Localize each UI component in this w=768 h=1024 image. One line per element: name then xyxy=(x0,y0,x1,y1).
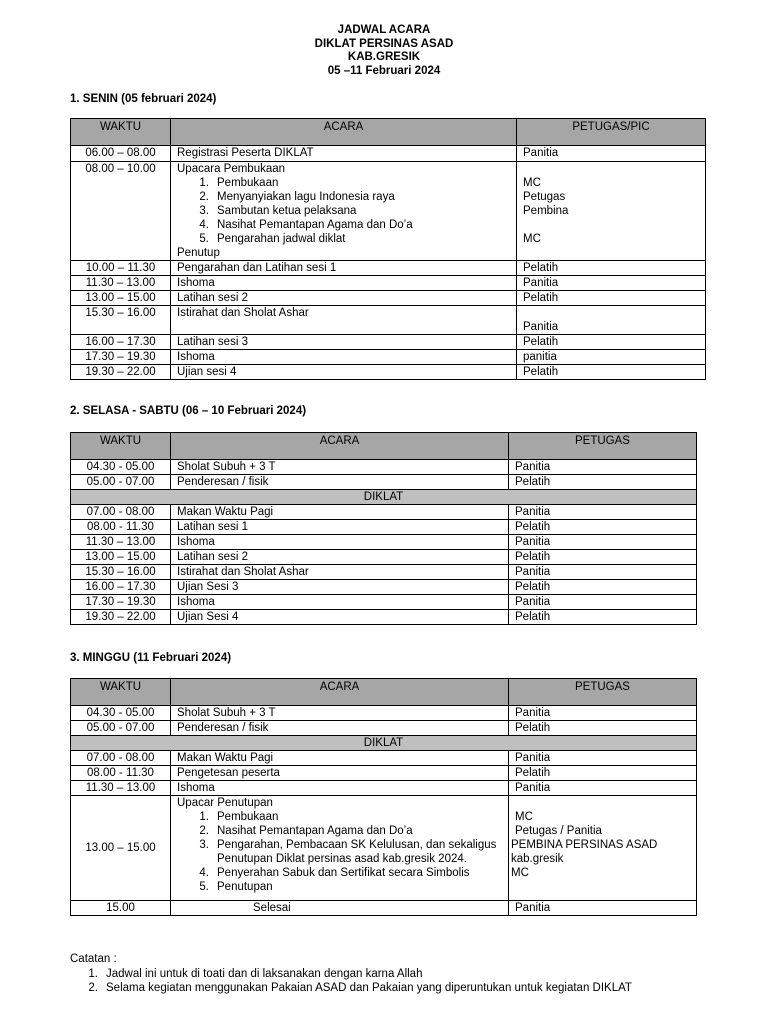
pic-cell: Pelatih xyxy=(517,335,706,350)
table-row xyxy=(71,610,697,625)
pic-cell: Panitia xyxy=(517,146,706,162)
col-header-petugas: PETUGAS xyxy=(509,433,697,460)
col-header-acara: ACARA xyxy=(171,679,509,706)
pic-cell: Pelatih xyxy=(509,610,697,625)
table-row xyxy=(71,475,697,490)
col-header-waktu: WAKTU xyxy=(71,433,171,460)
event-cell: Ishoma xyxy=(171,595,509,610)
table-row xyxy=(71,146,706,162)
pic-cell: Panitia xyxy=(509,781,697,796)
time-cell: 10.00 – 11.30 xyxy=(71,261,171,276)
table-row xyxy=(71,721,697,736)
notes-list xyxy=(70,967,730,996)
pic-cell: Pelatih xyxy=(517,291,706,306)
event-cell: Ujian Sesi 3 xyxy=(171,580,509,595)
event-title: Upacara Pembukaan xyxy=(177,163,286,175)
event-cell: Ishoma xyxy=(171,535,509,550)
section-2-heading: 2. SELASA - SABTU (06 – 10 Februari 2024) xyxy=(70,405,307,417)
time-cell: 17.30 – 19.30 xyxy=(71,595,171,610)
time-cell: 11.30 – 13.00 xyxy=(71,781,171,796)
pic-line: MC xyxy=(523,233,541,245)
pic-line: MC xyxy=(511,867,529,879)
band-row xyxy=(71,736,697,751)
pic-cell xyxy=(517,162,706,261)
pic-line: MC xyxy=(515,811,533,823)
table-header-row xyxy=(71,679,697,706)
title-line-3: KAB.GRESIK xyxy=(347,51,421,63)
diklat-band: DIKLAT xyxy=(71,736,697,751)
event-cell: Latihan sesi 2 xyxy=(171,550,509,565)
event-cell: Penderesan / fisik xyxy=(171,475,509,490)
time-cell: 15.30 – 16.00 xyxy=(71,565,171,580)
pic-cell: Panitia xyxy=(509,751,697,766)
event-cell: Ujian sesi 4 xyxy=(171,365,517,380)
pic-line: Petugas xyxy=(523,191,566,203)
pic-cell: Panitia xyxy=(509,535,697,550)
time-cell: 06.00 – 08.00 xyxy=(71,146,171,162)
time-cell: 13.00 – 15.00 xyxy=(71,796,171,901)
list-item: 4. Penyerahan Sabuk dan Sertifikat secara Simbolis xyxy=(199,867,470,879)
notes-label: Catatan : xyxy=(70,953,117,965)
pic-cell: Panitia xyxy=(509,706,697,721)
list-item: 5. Penutupan xyxy=(199,881,273,893)
list-item: 3. Sambutan ketua pelaksana xyxy=(199,205,357,217)
table-row xyxy=(71,365,706,380)
table-row xyxy=(71,162,706,261)
time-cell: 05.00 - 07.00 xyxy=(71,475,171,490)
pic-cell: Pelatih xyxy=(509,475,697,490)
event-cell: Selesai xyxy=(171,901,509,916)
event-cell: Pengetesan peserta xyxy=(171,766,509,781)
time-cell: 16.00 – 17.30 xyxy=(71,580,171,595)
closing-list xyxy=(177,810,502,894)
list-item: 2. Nasihat Pemantapan Agama dan Do’a xyxy=(199,825,413,837)
table-row xyxy=(71,291,706,306)
pic-line: kab.gresik xyxy=(511,853,564,865)
pic-cell: Pelatih xyxy=(509,550,697,565)
event-cell: Penderesan / fisik xyxy=(171,721,509,736)
time-cell: 15.00 xyxy=(71,901,171,916)
event-title: Upacar Penutupan xyxy=(177,797,273,809)
time-cell: 04.30 - 05.00 xyxy=(71,460,171,475)
list-item: 4. Nasihat Pemantapan Agama dan Do’a xyxy=(199,219,413,231)
event-cell: Ishoma xyxy=(171,781,509,796)
table-row xyxy=(71,565,697,580)
list-item: 1. Jadwal ini untuk di toati dan di laksanakan dengan karna Allah xyxy=(88,967,423,980)
pic-cell: Panitia xyxy=(509,505,697,520)
table-row xyxy=(71,335,706,350)
col-header-waktu: WAKTU xyxy=(71,119,171,146)
event-cell: Ishoma xyxy=(171,350,517,365)
table-row xyxy=(71,766,697,781)
table-row xyxy=(71,535,697,550)
event-cell: Sholat Subuh + 3 T xyxy=(171,460,509,475)
table-row xyxy=(71,505,697,520)
event-cell: Latihan sesi 3 xyxy=(171,335,517,350)
table-row xyxy=(71,261,706,276)
time-cell: 13.00 – 15.00 xyxy=(71,291,171,306)
pic-cell: Pelatih xyxy=(509,580,697,595)
col-header-petugas: PETUGAS xyxy=(509,679,697,706)
document-title xyxy=(0,24,768,78)
time-cell: 16.00 – 17.30 xyxy=(71,335,171,350)
section-3-table xyxy=(70,678,697,916)
list-item: 3. Pengarahan, Pembacaan SK Kelulusan, dan sekaligus Penutupan Diklat persinas asad kab.gresik 2024. xyxy=(199,839,497,865)
col-header-waktu: WAKTU xyxy=(71,679,171,706)
table-row xyxy=(71,781,697,796)
pic-cell: Pelatih xyxy=(509,721,697,736)
table-row xyxy=(71,550,697,565)
ceremony-list xyxy=(177,176,510,246)
table-row xyxy=(71,460,697,475)
table-row xyxy=(71,580,697,595)
event-cell: Latihan sesi 2 xyxy=(171,291,517,306)
pic-line: PEMBINA PERSINAS ASAD xyxy=(511,839,658,851)
pic-cell: panitia xyxy=(517,350,706,365)
pic-line: Petugas / Panitia xyxy=(515,825,602,837)
table-row xyxy=(71,350,706,365)
section-2-table xyxy=(70,432,697,625)
section-1-heading: 1. SENIN (05 februari 2024) xyxy=(70,93,217,105)
time-cell: 19.30 – 22.00 xyxy=(71,610,171,625)
pic-cell: Panitia xyxy=(509,460,697,475)
table-row xyxy=(71,796,697,901)
time-cell: 08.00 – 10.00 xyxy=(71,162,171,261)
pic-line xyxy=(523,218,699,232)
list-item: 5. Pengarahan jadwal diklat xyxy=(199,233,346,245)
time-cell: 07.00 - 08.00 xyxy=(71,751,171,766)
pic-cell: Pelatih xyxy=(517,365,706,380)
col-header-acara: ACARA xyxy=(171,433,509,460)
pic-cell: Pelatih xyxy=(509,766,697,781)
table-row xyxy=(71,595,697,610)
pic-cell: Panitia xyxy=(509,901,697,916)
pic-cell: Panitia xyxy=(517,276,706,291)
pic-line: MC xyxy=(523,177,541,189)
event-cell: Makan Waktu Pagi xyxy=(171,751,509,766)
event-cell: Ishoma xyxy=(171,276,517,291)
pic-cell: Panitia xyxy=(509,565,697,580)
pic-cell: Panitia xyxy=(509,595,697,610)
event-cell: Istirahat dan Sholat Ashar xyxy=(171,565,509,580)
time-cell: 05.00 - 07.00 xyxy=(71,721,171,736)
time-cell: 07.00 - 08.00 xyxy=(71,505,171,520)
list-item: 2. Menyanyiakan lagu Indonesia raya xyxy=(199,191,395,203)
section-3-heading: 3. MINGGU (11 Februari 2024) xyxy=(70,652,232,664)
notes xyxy=(70,952,730,996)
col-header-petugas: PETUGAS/PIC xyxy=(517,119,706,146)
time-cell: 15.30 – 16.00 xyxy=(71,306,171,335)
list-item: 1. Pembukaan xyxy=(199,811,279,823)
time-cell: 11.30 – 13.00 xyxy=(71,535,171,550)
pic-cell: Pelatih xyxy=(509,520,697,535)
diklat-band: DIKLAT xyxy=(71,490,697,505)
pic-cell: Panitia xyxy=(517,306,706,335)
event-cell: Ujian Sesi 4 xyxy=(171,610,509,625)
table-row xyxy=(71,706,697,721)
time-cell: 11.30 – 13.00 xyxy=(71,276,171,291)
table-row xyxy=(71,306,706,335)
event-cell xyxy=(171,796,509,901)
time-cell: 08.00 - 11.30 xyxy=(71,520,171,535)
time-cell: 13.00 – 15.00 xyxy=(71,550,171,565)
title-line-1: JADWAL ACARA xyxy=(337,24,431,36)
col-header-acara: ACARA xyxy=(171,119,517,146)
pic-cell: Pelatih xyxy=(517,261,706,276)
event-cell: Registrasi Peserta DIKLAT xyxy=(171,146,517,162)
title-line-4: 05 –11 Februari 2024 xyxy=(327,64,441,77)
table-header-row xyxy=(71,119,706,146)
table-row xyxy=(71,901,697,916)
title-line-2: DIKLAT PERSINAS ASAD xyxy=(314,37,454,50)
pic-line: Pembina xyxy=(523,205,569,217)
time-cell: 17.30 – 19.30 xyxy=(71,350,171,365)
time-cell: 08.00 - 11.30 xyxy=(71,766,171,781)
time-cell: 19.30 – 22.00 xyxy=(71,365,171,380)
event-closing: Penutup xyxy=(177,247,220,259)
section-1-table xyxy=(70,118,706,380)
event-cell xyxy=(171,162,517,261)
time-cell: 04.30 - 05.00 xyxy=(71,706,171,721)
event-cell: Makan Waktu Pagi xyxy=(171,505,509,520)
table-row xyxy=(71,276,706,291)
event-cell: Istirahat dan Sholat Ashar xyxy=(171,306,517,335)
event-cell: Latihan sesi 1 xyxy=(171,520,509,535)
event-cell: Sholat Subuh + 3 T xyxy=(171,706,509,721)
pic-cell xyxy=(509,796,697,901)
band-row xyxy=(71,490,697,505)
table-row xyxy=(71,751,697,766)
table-row xyxy=(71,520,697,535)
list-item: 2. Selama kegiatan menggunakan Pakaian ASAD dan Pakaian yang diperuntukan untuk kegiatan DIKLAT xyxy=(88,982,632,994)
list-item: 1. Pembukaan xyxy=(199,177,279,189)
event-cell: Pengarahan dan Latihan sesi 1 xyxy=(171,261,517,276)
table-header-row xyxy=(71,433,697,460)
